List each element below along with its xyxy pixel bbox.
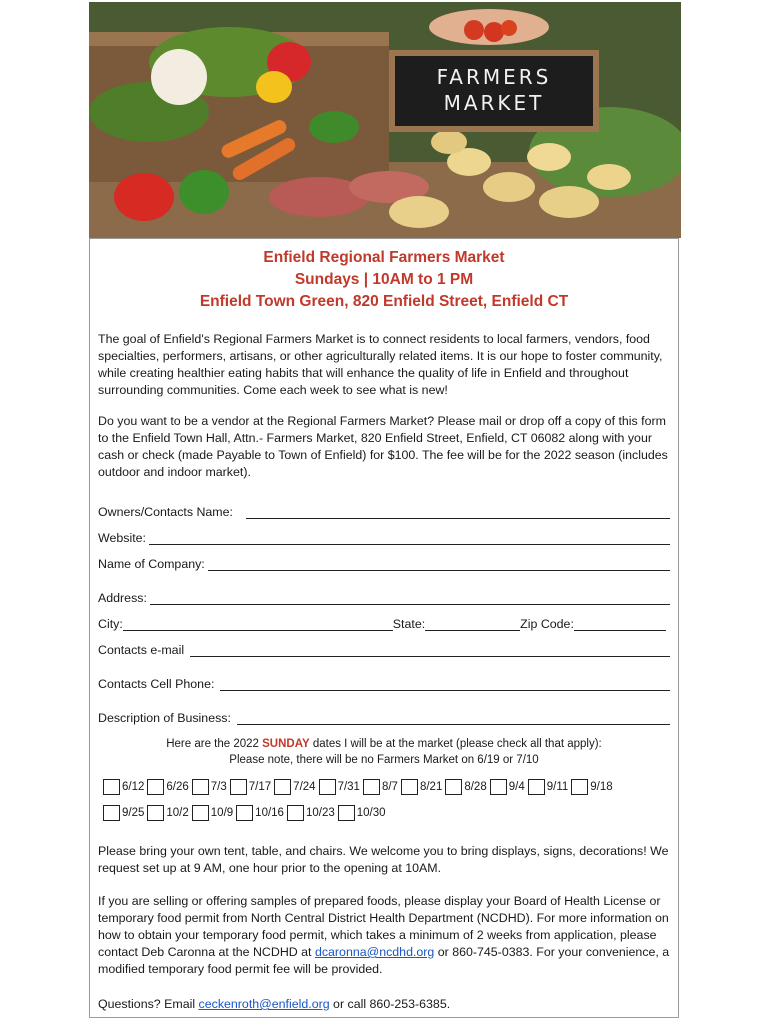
form-header (90, 247, 678, 313)
date-checkbox[interactable] (192, 805, 209, 821)
state-label: State: (392, 617, 426, 631)
health-paragraph (98, 893, 670, 978)
dates-note: Please note, there will be no Farmers Market on 6/19 or 7/10 (229, 754, 539, 766)
date-checkbox[interactable] (230, 779, 247, 795)
date-option[interactable] (192, 805, 236, 821)
enfield-email-link[interactable]: ceckenroth@enfield.org (198, 997, 330, 1011)
zip-line[interactable] (574, 618, 666, 631)
date-checkbox[interactable] (147, 779, 164, 795)
phone-field[interactable] (98, 675, 670, 691)
date-checkbox[interactable] (571, 779, 588, 795)
date-label: 7/31 (337, 781, 360, 793)
vegetables-illustration (89, 2, 681, 238)
date-label: 9/4 (508, 781, 525, 793)
date-checkbox[interactable] (401, 779, 418, 795)
date-checkbox[interactable] (445, 779, 462, 795)
date-label: 7/24 (293, 781, 316, 793)
hero-photo (89, 2, 681, 238)
state-line[interactable] (425, 618, 520, 631)
city-label: City: (98, 617, 123, 631)
date-option[interactable] (147, 779, 191, 795)
dates-row-2 (103, 805, 389, 821)
date-checkbox[interactable] (192, 779, 209, 795)
email-field[interactable] (98, 641, 670, 657)
date-checkbox[interactable] (319, 779, 336, 795)
date-checkbox[interactable] (103, 805, 120, 821)
dates-intro-after: dates I will be at the market (please check all that apply): (309, 738, 602, 750)
date-option[interactable] (103, 779, 147, 795)
date-checkbox[interactable] (338, 805, 355, 821)
phone-label: Contacts Cell Phone: (98, 677, 215, 691)
date-label: 10/9 (210, 807, 234, 819)
date-checkbox[interactable] (287, 805, 304, 821)
date-checkbox[interactable] (103, 779, 120, 795)
address-field[interactable] (98, 589, 670, 605)
vendor-form (89, 238, 679, 1018)
date-option[interactable] (192, 779, 230, 795)
intro-paragraph: The goal of Enfield's Regional Farmers Market is to connect residents to local farmers, vendors, food specialties, performers, artisans, or other agriculturally related items. It is our hope to foster community, while creating healthier eating habits that will enhance the quality of life in Enfield and throughout surrounding communities. Come each week to see what is new! (98, 332, 663, 397)
date-option[interactable] (528, 779, 572, 795)
date-option[interactable] (571, 779, 615, 795)
date-checkbox[interactable] (490, 779, 507, 795)
date-label: 8/28 (464, 781, 487, 793)
date-option[interactable] (338, 805, 389, 821)
bring-paragraph: Please bring your own tent, table, and chairs. We welcome you to bring displays, signs, decorations! We request set up at 9 AM, one hour prior to the opening at 10AM. (98, 844, 669, 875)
date-label: 9/25 (122, 807, 145, 819)
vendor-paragraph: Do you want to be a vendor at the Regional Farmers Market? Please mail or drop off a copy of this form to the Enfield Town Hall, Attn.- Farmers Market, 820 Enfield Street, Enfield, CT 06082 along with your cash or check (made Payable to Town of Enfield) for $100. The fee will be for the 2022 season (includes outdoor and indoor market). (98, 414, 668, 479)
questions-after: or call 860-253-6385. (329, 997, 451, 1011)
company-line[interactable] (208, 558, 670, 571)
date-label: 7/17 (248, 781, 272, 793)
date-option[interactable] (445, 779, 489, 795)
address-line[interactable] (150, 592, 670, 605)
phone-line[interactable] (220, 678, 670, 691)
description-label: Description of Business: (98, 711, 231, 725)
dates-intro-before: Here are the 2022 (166, 738, 263, 750)
date-checkbox[interactable] (528, 779, 545, 795)
questions-before: Questions? Email (98, 997, 199, 1011)
date-checkbox[interactable] (147, 805, 164, 821)
date-label: 10/23 (305, 807, 335, 819)
description-line[interactable] (237, 712, 670, 725)
date-option[interactable] (236, 805, 287, 821)
date-option[interactable] (230, 779, 274, 795)
date-label: 9/11 (546, 781, 569, 793)
date-option[interactable] (490, 779, 528, 795)
market-hours: Sundays | 10AM to 1 PM (294, 271, 474, 288)
date-label: 8/7 (381, 781, 398, 793)
date-label: 9/18 (590, 781, 613, 793)
address-label: Address: (98, 591, 147, 605)
sign-line1: FARMERS (436, 65, 552, 89)
company-field[interactable] (98, 555, 670, 571)
dates-row-1 (103, 779, 616, 795)
dates-intro (90, 736, 678, 752)
date-label: 8/21 (419, 781, 443, 793)
health-text-after: or 860-745-0383. For your convenience, a modified temporary food permit fee will be provided. (98, 945, 670, 976)
owners-label: Owners/Contacts Name: (98, 505, 233, 519)
sign-line2: MARKET (443, 91, 545, 115)
date-option[interactable] (363, 779, 401, 795)
date-checkbox[interactable] (363, 779, 380, 795)
company-label: Name of Company: (98, 557, 205, 571)
date-label: 10/30 (356, 807, 386, 819)
city-line[interactable] (123, 618, 393, 631)
date-option[interactable] (147, 805, 191, 821)
website-line[interactable] (149, 532, 670, 545)
date-option[interactable] (274, 779, 318, 795)
date-label: 10/2 (166, 807, 189, 819)
owners-field[interactable] (98, 503, 670, 519)
email-line[interactable] (190, 644, 670, 657)
date-label: 7/3 (210, 781, 227, 793)
questions-line (98, 996, 670, 1013)
sunday-highlight: SUNDAY (262, 738, 310, 750)
market-location: Enfield Town Green, 820 Enfield Street, Enfield CT (199, 293, 569, 310)
date-checkbox[interactable] (236, 805, 253, 821)
date-option[interactable] (103, 805, 147, 821)
date-label: 6/12 (122, 781, 145, 793)
email-label: Contacts e-mail (98, 643, 185, 657)
health-text: If you are selling or offering samples of prepared foods, please display your Board of Health License or temporary food permit from North Central District Health Department (NCDHD). For more information on how to obtain your temporary food permit, which takes a minimum of 2 weeks from application, please contact Deb Caronna at the NCDHD at (98, 894, 669, 959)
website-field[interactable] (98, 529, 670, 545)
date-option[interactable] (319, 779, 363, 795)
city-state-zip-row (98, 615, 670, 631)
date-option[interactable] (401, 779, 445, 795)
zip-label: Zip Code: (520, 617, 574, 631)
date-label: 10/16 (255, 807, 284, 819)
ncdhd-email-link[interactable]: dcaronna@ncdhd.org (314, 945, 435, 959)
owners-line[interactable] (246, 506, 670, 519)
description-field[interactable] (98, 709, 670, 725)
date-label: 6/26 (166, 781, 189, 793)
website-label: Website: (98, 531, 146, 545)
date-checkbox[interactable] (274, 779, 291, 795)
date-option[interactable] (287, 805, 338, 821)
market-title: Enfield Regional Farmers Market (263, 249, 505, 266)
